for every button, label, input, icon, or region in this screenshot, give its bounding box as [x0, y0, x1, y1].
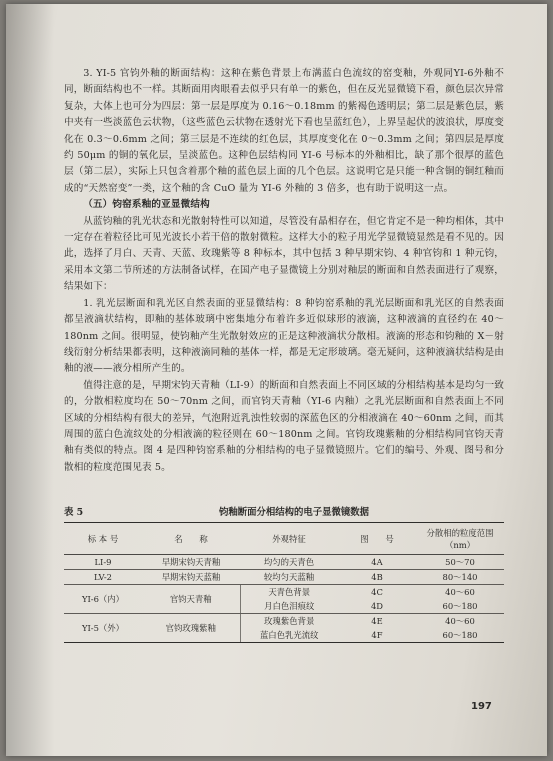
book-page: [6, 4, 547, 756]
cell-name: 官钧天青釉: [142, 585, 240, 614]
cell-id: YI-6（内）: [64, 585, 142, 614]
paragraph-opal-layer: 1. 乳光层断面和乳光区自然表面的亚显微结构：8 种钧窑系釉的乳光层断面和乳光区的自然表面都呈液滴状结构，即釉的基体玻璃中密集地分布着许多近似球形的液滴，这种液滴的直径约在 40～180nm 之间。很明显，使钧釉产生光散射效应的正是这种液滴状分散相。液滴的形态和钧釉的 X－射线衍射分析结果都表明，这种液滴同釉的基体一样，都是无定形玻璃。毫无疑问，这种液滴状结构是由釉的液——液分相所产生的。: [64, 297, 504, 375]
data-table: [64, 522, 504, 643]
paragraph-notable: 值得注意的是，早期宋钧天青釉（LI-9）的断面和自然表面上不同区域的分相结构基本是均匀一致的，分散相粒度均在 50～70nm 之间，而官钧天青釉（YI-6 内釉）之乳光层断面和自然表面上不同区域的分相结构有很大的差异，气泡附近乳浊性较弱的深蓝色区的分相液滴在 40～60nm 之间，而其周围的蓝白色流纹处的分相液滴的粒径则在 60～180nm 之间。官钧玫瑰紫釉的分相结构同官钧天青釉有类似的特点。图 4 是四种钧窑系釉的分相结构的电子显微镜照片。它们的编号、外观、图号和分散相的粒度范围见表 5。: [64, 379, 504, 473]
cell-figure: 4A: [338, 555, 416, 570]
header-id: 标 本 号: [64, 523, 142, 555]
cell-name: 官钧玫瑰紫釉: [142, 614, 240, 643]
header-name: 名 称: [142, 523, 240, 555]
table-caption: [64, 504, 504, 518]
table-row: [64, 555, 504, 570]
cell-appearance: 玫瑰紫色背景: [240, 614, 338, 629]
header-size: 分散相的粒度范围（nm）: [416, 523, 504, 555]
cell-appearance: 较均匀天蓝釉: [240, 570, 338, 585]
cell-appearance: 蓝白色乳光流纹: [240, 628, 338, 643]
cell-id: YI-5（外）: [64, 614, 142, 643]
table-row: [64, 614, 504, 629]
paragraph-intro: 从蓝钧釉的乳光状态和光散射特性可以知道，尽管没有晶相存在，但它肯定不是一种均相体，其中一定存在着粒径比可见光波长小若干倍的散射微粒。这样大小的粒子用光学显微镜显然是看不见的。因此，选择了月白、天青、天蓝、玫瑰紫等 8 种标本，其中包括 3 种早期宋钧、4 种官钧和 1 种元钧，采用本文第二节所述的方法制备试样，在国产电子显微镜上分别对釉层的断面和自然表面进行了观察，结果如下：: [64, 215, 504, 293]
cell-size: 40～60: [445, 616, 475, 626]
cell-figure: 4D: [338, 599, 416, 614]
header-appearance: 外观特征: [240, 523, 338, 555]
cell-size: 80～140: [416, 570, 504, 585]
paragraph-yi5-structure: 3. YI-5 官钧外釉的断面结构：这种在紫色背景上布满蓝白色流纹的窑变釉，外观同YI-6外釉不同，断面结构也不一样。其断面用肉眼看去似乎只有单一的紫色，但在反光显微镜下看，颜色层次异常复杂，大体上也可分为四层：第一层是厚度为 0.16～0.18mm 的紫褐色透明层；第二层是紫色层，紫中夹有一些淡蓝色云状物，（这些蓝色云状物在透射光下看也呈蓝红色），上界呈起伏的波浪状，厚度变化在 0.3～0.6mm 之间；第三层是不连续的红色层，其厚度变化在 0～0.3mm 之间；第四层是厚度约 50μm 的铜的氧化层，呈淡蓝色。这种色层结构同 YI-6 号标本的外釉相比，缺了那个很厚的蓝色层（第二层），实际上只包含着那个釉的蓝色层上面的几个色层。这说明它是只能一种含铜的铜红釉而成的“天然窑变”一类，这个釉的含 CuO 量为 YI-6 外釉的 3 倍多，也有助于说明这一点。: [64, 68, 504, 194]
cell-id: LI-9: [64, 555, 142, 570]
page-number: 197: [471, 701, 492, 712]
page-fold-shadow: [6, 4, 54, 756]
table-title: 钧釉断面分相结构的电子显微镜数据: [218, 507, 369, 518]
cell-size: 40～60: [445, 587, 475, 597]
cell-figure: 4E: [371, 616, 383, 626]
cell-appearance: 天青色背景: [240, 585, 338, 600]
table-row: [64, 585, 504, 600]
cell-name: 早期宋钧天蓝釉: [142, 570, 240, 585]
cell-figure: 4F: [338, 628, 416, 643]
cell-size: 50～70: [416, 555, 504, 570]
body-text: [64, 66, 504, 476]
table-header-row: [64, 523, 504, 555]
cell-size: 60～180: [416, 599, 504, 614]
table-number: 表 5: [64, 507, 84, 518]
section-heading: （五）钧窑系釉的亚显微结构: [83, 199, 210, 211]
cell-appearance: 月白色泪痕纹: [240, 599, 338, 614]
cell-id: LV-2: [64, 570, 142, 585]
cell-size: 60～180: [416, 628, 504, 643]
cell-appearance: 均匀的天青色: [240, 555, 338, 570]
cell-figure: 4C: [371, 587, 383, 597]
header-figure: 图 号: [338, 523, 416, 555]
cell-figure: 4B: [338, 570, 416, 585]
table-row: [64, 570, 504, 585]
cell-name: 早期宋钧天青釉: [142, 555, 240, 570]
